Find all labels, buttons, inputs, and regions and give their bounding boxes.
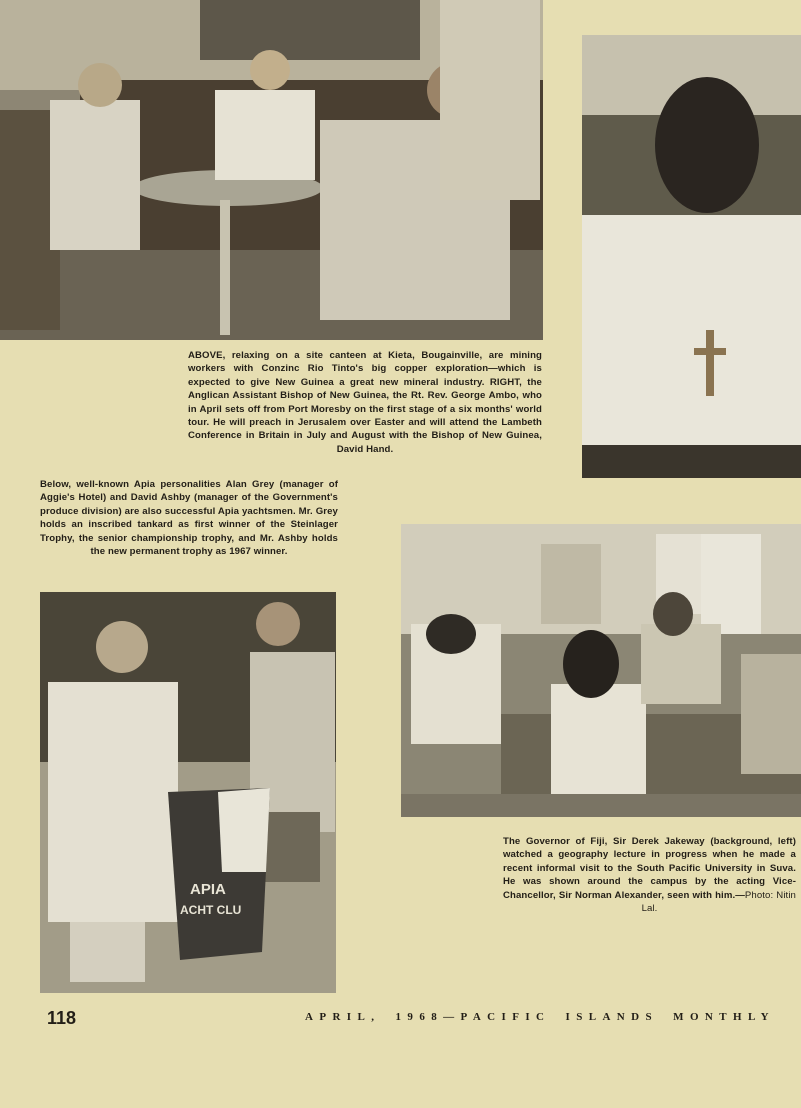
footer-islands: ISLANDS (565, 1011, 659, 1023)
running-footer (305, 1011, 793, 1023)
lecture-photo (401, 524, 801, 817)
footer-month: APRIL, (305, 1011, 381, 1023)
canteen-caption: ABOVE, relaxing on a site canteen at Kieta, Bougainville, are mining workers with Conzinc Rio Tinto's big copper exploration—which is expected to give New Guinea a great new mineral industry. RIGHT, the Anglican Assistant Bishop of New Guinea, the Rt. Rev. George Ambo, who in April sets off from Port Moresby on the first stage of a six months' world tour. He will preach in Jerusalem over Easter and will attend the Lambeth Conference in Britain in July and August with the Bishop of New Guinea, David Hand. (188, 350, 542, 455)
bishop-photo (582, 35, 801, 478)
canteen-photo (0, 0, 543, 340)
lecture-caption-text: The Governor of Fiji, Sir Derek Jakeway (background, left) watched a geography lecture in progress when he made a recent informal visit to the South Pacific University in Suva. He was shown around the campus by the acting Vice-Chancellor, Sir Norman Alexander, seen with him.— (503, 836, 796, 901)
yachtsmen-photo (40, 592, 336, 993)
yachtsmen-caption: Below, well-known Apia personalities Alan Grey (manager of Aggie's Hotel) and David Ashby (manager of the Government's produce division) are also successful Apia yachtsmen. Mr. Grey holds an inscribed tankard as first winner of the Steinlager Trophy, the senior championship trophy, and Mr. Ashby holds the new permanent trophy as 1967 winner. (40, 479, 338, 558)
lecture-caption (503, 835, 796, 915)
footer-year-publication: 1968—PACIFIC (395, 1011, 551, 1023)
photo-credit: Photo: Nitin Lal. (641, 889, 796, 915)
footer-monthly: MONTHLY (673, 1011, 776, 1023)
banner-text-apia: APIA (190, 881, 226, 898)
page-number: 118 (47, 1008, 77, 1028)
banner-text-yacht-club: ACHT CLU (180, 903, 242, 917)
